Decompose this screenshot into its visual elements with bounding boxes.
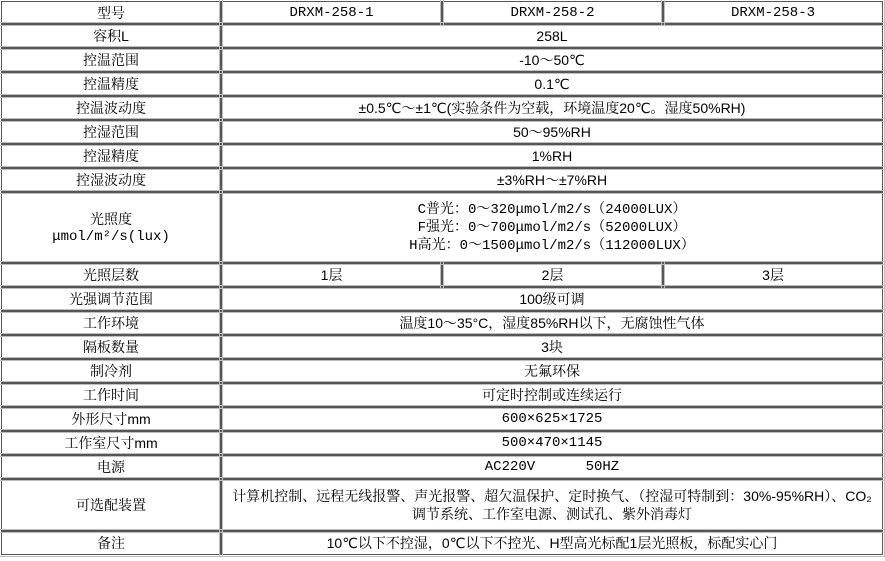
row-power — [1, 455, 883, 479]
light-layers-value-3: 3层 — [663, 263, 883, 287]
illuminance-values — [221, 192, 883, 263]
row-options — [1, 479, 883, 531]
row-outer-size — [1, 407, 883, 431]
light-adjust-label: 光强调节范围 — [1, 287, 221, 311]
row-temp-range — [1, 48, 883, 72]
row-temp-fluctuation — [1, 96, 883, 120]
humidity-precision-label: 控湿精度 — [1, 144, 221, 168]
model-value-3: DRXM-258-3 — [663, 1, 883, 24]
power-value: AC220V 50HZ — [221, 455, 883, 479]
row-temp-precision — [1, 72, 883, 96]
row-model — [1, 1, 883, 24]
humidity-range-value: 50～95%RH — [221, 120, 883, 144]
illuminance-label — [1, 192, 221, 263]
light-layers-value-1: 1层 — [221, 263, 442, 287]
humidity-fluctuation-label: 控湿波动度 — [1, 168, 221, 192]
row-volume — [1, 24, 883, 48]
work-time-value: 可定时控制或连续运行 — [221, 383, 883, 407]
options-label: 可选配装置 — [1, 479, 221, 531]
outer-size-label: 外形尺寸mm — [1, 407, 221, 431]
row-remarks — [1, 531, 883, 555]
row-light-adjust — [1, 287, 883, 311]
remarks-value: 10℃以下不控湿，0℃以下不控光、H型高光标配1层光照板，标配实心门 — [221, 531, 883, 555]
row-illuminance — [1, 192, 883, 263]
environment-value: 温度10～35°C，湿度85%RH以下，无腐蚀性气体 — [221, 311, 883, 335]
light-layers-value-2: 2层 — [442, 263, 663, 287]
options-value: 计算机控制、远程无线报警、声光报警、超欠温保护、定时换气、（控湿可特制到：30%-95%RH）、CO₂调节系统、工作室电源、测试孔、紫外消毒灯 — [221, 479, 883, 531]
outer-size-value: 600×625×1725 — [221, 407, 883, 431]
humidity-range-label: 控湿范围 — [1, 120, 221, 144]
illuminance-line-c: C普光：0～320μmol/m2/s（24000LUX） — [417, 201, 687, 218]
chamber-size-label: 工作室尺寸mm — [1, 431, 221, 455]
illuminance-label-line1: 光照度 — [90, 210, 132, 227]
illuminance-line-f: F强光：0～700μmol/m2/s（52000LUX） — [417, 219, 687, 236]
temp-precision-label: 控温精度 — [1, 72, 221, 96]
row-refrigerant — [1, 359, 883, 383]
model-label: 型号 — [1, 1, 221, 24]
row-shelves — [1, 335, 883, 359]
model-value-1: DRXM-258-1 — [221, 1, 442, 24]
power-label: 电源 — [1, 455, 221, 479]
humidity-precision-value: 1%RH — [221, 144, 883, 168]
environment-label: 工作环境 — [1, 311, 221, 335]
light-adjust-value: 100级可调 — [221, 287, 883, 311]
light-layers-label: 光照层数 — [1, 263, 221, 287]
temp-fluctuation-value: ±0.5℃～±1℃(实验条件为空载，环境温度20℃。湿度50%RH) — [221, 96, 883, 120]
remarks-label: 备注 — [1, 531, 221, 555]
row-humidity-precision — [1, 144, 883, 168]
humidity-fluctuation-value: ±3%RH～±7%RH — [221, 168, 883, 192]
shelves-label: 隔板数量 — [1, 335, 221, 359]
row-work-time — [1, 383, 883, 407]
refrigerant-value: 无氟环保 — [221, 359, 883, 383]
volume-value: 258L — [221, 24, 883, 48]
temp-fluctuation-label: 控温波动度 — [1, 96, 221, 120]
spec-table — [1, 1, 883, 555]
row-humidity-fluctuation — [1, 168, 883, 192]
row-light-layers — [1, 263, 883, 287]
volume-label: 容积L — [1, 24, 221, 48]
refrigerant-label: 制冷剂 — [1, 359, 221, 383]
row-environment — [1, 311, 883, 335]
model-value-2: DRXM-258-2 — [442, 1, 663, 24]
illuminance-label-line2: μmol/m²/s(lux) — [52, 228, 170, 245]
row-chamber-size — [1, 431, 883, 455]
temp-range-label: 控温范围 — [1, 48, 221, 72]
temp-range-value: -10～50℃ — [221, 48, 883, 72]
chamber-size-value: 500×470×1145 — [221, 431, 883, 455]
shelves-value: 3块 — [221, 335, 883, 359]
row-humidity-range — [1, 120, 883, 144]
temp-precision-value: 0.1℃ — [221, 72, 883, 96]
illuminance-line-h: H高光：0～1500μmol/m2/s（112000LUX） — [409, 237, 695, 254]
work-time-label: 工作时间 — [1, 383, 221, 407]
